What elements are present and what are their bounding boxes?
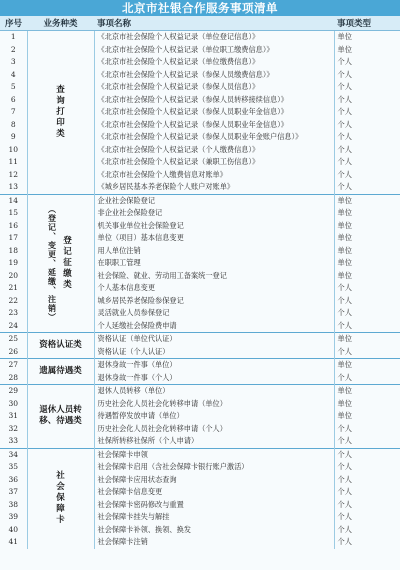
- row-number: 34: [0, 448, 27, 461]
- row-number: 8: [10, 119, 16, 129]
- table-row: [0, 385, 400, 398]
- service-name: 社会保障卡应用状态查询: [94, 474, 334, 487]
- service-type: 个人: [334, 320, 400, 333]
- row-number: 19: [8, 258, 19, 267]
- service-type: 个人: [334, 486, 400, 499]
- service-type: 单位: [334, 257, 400, 270]
- service-type: 单位: [334, 359, 400, 372]
- row-number: 23: [8, 308, 19, 317]
- service-type: 个人: [334, 448, 400, 461]
- row-number: 14: [0, 194, 27, 207]
- table-row: [0, 194, 400, 207]
- service-type: 单位: [334, 207, 400, 220]
- service-name: 历史社会化人员社会化转移申请（个人）: [94, 423, 334, 436]
- row-number: 15: [8, 208, 19, 217]
- service-name: 历史社会化人员社会化转移申请（单位）: [94, 398, 334, 411]
- service-name: 机关事业单位社会保险登记: [94, 220, 334, 233]
- service-type: 单位: [334, 385, 400, 398]
- service-name: 社会保险、就业、劳动用工备案统一登记: [94, 270, 334, 283]
- category-label: 资格认证类: [39, 340, 82, 350]
- service-name: 《北京市社会保险个人缴费信息对账单》: [94, 169, 334, 182]
- row-number: 7: [10, 107, 16, 116]
- service-name: 资格认证（单位代认证）: [94, 333, 334, 346]
- service-name: 社会保障卡信息变更: [94, 486, 334, 499]
- table-row: [0, 31, 400, 44]
- row-number: 12: [8, 169, 19, 179]
- service-name: 资格认证（个人认证）: [94, 346, 334, 359]
- service-table: [0, 16, 400, 549]
- category-label-group: [28, 340, 94, 351]
- service-name: 《北京市社会保险个人权益记录（参保人员信息）》: [94, 81, 334, 94]
- row-number: 27: [0, 359, 27, 372]
- row-number: 29: [0, 385, 27, 398]
- service-type: 个人: [334, 81, 400, 94]
- service-type: 个人: [334, 536, 400, 549]
- header-type: 事项类型: [334, 16, 400, 31]
- row-number: 9: [10, 132, 16, 141]
- service-name: 退休身故一件事（单位）: [94, 359, 334, 372]
- row-number: 38: [8, 499, 19, 509]
- service-type: 个人: [334, 181, 400, 194]
- category-label-group: [28, 405, 94, 427]
- service-name: 单位（项目）基本信息变更: [94, 232, 334, 245]
- row-number: 25: [0, 333, 27, 346]
- service-name: 城乡居民养老保险参保登记: [94, 295, 334, 308]
- service-type: 个人: [334, 119, 400, 132]
- service-type: 个人: [334, 372, 400, 385]
- category-cell: [27, 31, 94, 195]
- category-cell: [27, 448, 94, 549]
- service-name: 社保所转移社保所（个人申请）: [94, 435, 334, 448]
- category-label: 查询打印类: [56, 84, 65, 139]
- row-number: 31: [8, 411, 19, 420]
- row-number: 22: [8, 295, 19, 305]
- service-name: 在职职工管理: [94, 257, 334, 270]
- service-type: 单位: [334, 270, 400, 283]
- service-name: 个人延缴社会保险费申请: [94, 320, 334, 333]
- row-number: 36: [8, 474, 19, 484]
- service-name: 非企业社会保险登记: [94, 207, 334, 220]
- service-name: 《北京市社会保险个人权益记录（单位缴费信息）》: [94, 56, 334, 69]
- table-body: [0, 31, 400, 549]
- service-name: 退休身故一件事（个人）: [94, 372, 334, 385]
- service-name: 《北京市社会保险个人权益记录（个人缴费信息）》: [94, 144, 334, 157]
- row-number: 16: [8, 220, 19, 230]
- service-type: 个人: [334, 282, 400, 295]
- service-name: 《北京市社会保险个人权益记录（单位职工缴费信息）》: [94, 44, 334, 57]
- service-type: 个人: [334, 94, 400, 107]
- category-cell: [27, 359, 94, 385]
- category-cell: [27, 194, 94, 333]
- service-type: 单位: [334, 245, 400, 258]
- service-type: 单位: [334, 398, 400, 411]
- service-type: 单位: [334, 410, 400, 423]
- row-number: 24: [8, 320, 19, 330]
- row-number: 28: [8, 372, 19, 382]
- service-name: 退休人员转移（单位）: [94, 385, 334, 398]
- service-type: 单位: [334, 220, 400, 233]
- service-type: 个人: [334, 474, 400, 487]
- row-number: 39: [8, 512, 19, 521]
- service-type: 单位: [334, 333, 400, 346]
- service-type: 个人: [334, 423, 400, 436]
- service-name: 《北京市社会保险个人权益记录（参保人员转移接续信息）》: [94, 94, 334, 107]
- service-name: 《北京市社会保险个人权益记录（参保人员缴费信息）》: [94, 69, 334, 82]
- service-type: 单位: [334, 232, 400, 245]
- row-number: 37: [8, 487, 19, 496]
- service-type: 个人: [334, 435, 400, 448]
- service-type: 个人: [334, 56, 400, 69]
- row-number: 13: [8, 182, 19, 191]
- service-type: 个人: [334, 524, 400, 537]
- row-number: 6: [10, 94, 16, 104]
- service-name: 个人基本信息变更: [94, 282, 334, 295]
- row-number: 32: [8, 423, 19, 433]
- service-type: 个人: [334, 131, 400, 144]
- service-name: 《北京市社会保险个人权益记录（参保人员职业年金账户信息）》: [94, 131, 334, 144]
- category-label: 登记征缴类: [63, 235, 72, 290]
- service-name: 灵活就业人员参保登记: [94, 307, 334, 320]
- row-number: 2: [10, 44, 16, 54]
- service-type: 个人: [334, 346, 400, 359]
- service-name: 社会保障卡启用（含社会保障卡银行账户激活）: [94, 461, 334, 474]
- service-name: 社会保障卡挂失与解挂: [94, 511, 334, 524]
- category-cell: [27, 385, 94, 449]
- service-type: 单位: [334, 31, 400, 44]
- row-number: 11: [8, 157, 19, 166]
- row-number: 20: [8, 270, 19, 280]
- category-label: 退休人员转移、待遇类: [39, 405, 82, 427]
- table-row: [0, 333, 400, 346]
- header-no: 序号: [0, 16, 27, 31]
- service-name: 社会保障卡密码修改与重置: [94, 499, 334, 512]
- service-name: 企业社会保险登记: [94, 194, 334, 207]
- row-number: 5: [10, 82, 16, 91]
- row-number: 18: [8, 245, 19, 255]
- service-type: 个人: [334, 461, 400, 474]
- service-name: 《北京市社会保险个人权益记录（参保人员职业年金信息）》: [94, 119, 334, 132]
- category-label: 社会保障卡: [56, 471, 65, 525]
- page-title: 北京市社银合作服务事项清单: [0, 0, 400, 16]
- row-number: 30: [8, 398, 19, 408]
- category-cell: [27, 333, 94, 359]
- service-type: 个人: [334, 169, 400, 182]
- row-number: 4: [10, 69, 16, 79]
- service-name: 社会保障卡申领: [94, 448, 334, 461]
- service-type: 个人: [334, 307, 400, 320]
- row-number: 21: [8, 283, 19, 292]
- service-type: 个人: [334, 511, 400, 524]
- service-type: 单位: [334, 44, 400, 57]
- row-number: 10: [8, 144, 19, 154]
- table-row: [0, 448, 400, 461]
- service-name: 《北京市社会保险个人权益记录（兼职工伤信息）》: [94, 156, 334, 169]
- row-number: 3: [10, 57, 16, 66]
- category-label-group: [28, 471, 94, 526]
- header-name: 事项名称: [94, 16, 334, 31]
- category-label-group: [28, 85, 94, 140]
- service-type: 个人: [334, 69, 400, 82]
- table-header-row: [0, 16, 400, 31]
- category-label-group: [28, 205, 94, 322]
- service-type: 个人: [334, 144, 400, 157]
- row-number: 35: [8, 462, 19, 471]
- service-type: 个人: [334, 156, 400, 169]
- service-type: 单位: [334, 194, 400, 207]
- category-label: 遗属待遇类: [39, 366, 82, 376]
- service-name: 《北京市社会保险个人权益记录（参保人员职业年金信息）》: [94, 106, 334, 119]
- row-number: 41: [8, 537, 19, 546]
- category-label-group: [28, 366, 94, 377]
- service-type: 个人: [334, 499, 400, 512]
- service-name: 社会保障卡补领、换领、换发: [94, 524, 334, 537]
- row-number: 17: [8, 233, 19, 242]
- row-number: 26: [8, 346, 19, 356]
- service-name: 用人单位注销: [94, 245, 334, 258]
- row-number: 1: [0, 31, 27, 44]
- table-row: [0, 359, 400, 372]
- category-sub-label: （登记、变更、延缴、注销）: [47, 204, 57, 322]
- service-name: 《北京市社会保险个人权益记录（单位登记信息）》: [94, 31, 334, 44]
- service-name: 《城乡居民基本养老保险个人账户对账单》: [94, 181, 334, 194]
- service-type: 个人: [334, 295, 400, 308]
- service-name: 社会保障卡注销: [94, 536, 334, 549]
- service-name: 待遇暂停发放申请（单位）: [94, 410, 334, 423]
- row-number: 40: [8, 524, 19, 534]
- service-type: 个人: [334, 106, 400, 119]
- row-number: 33: [8, 436, 19, 445]
- header-category: 业务种类: [27, 16, 94, 31]
